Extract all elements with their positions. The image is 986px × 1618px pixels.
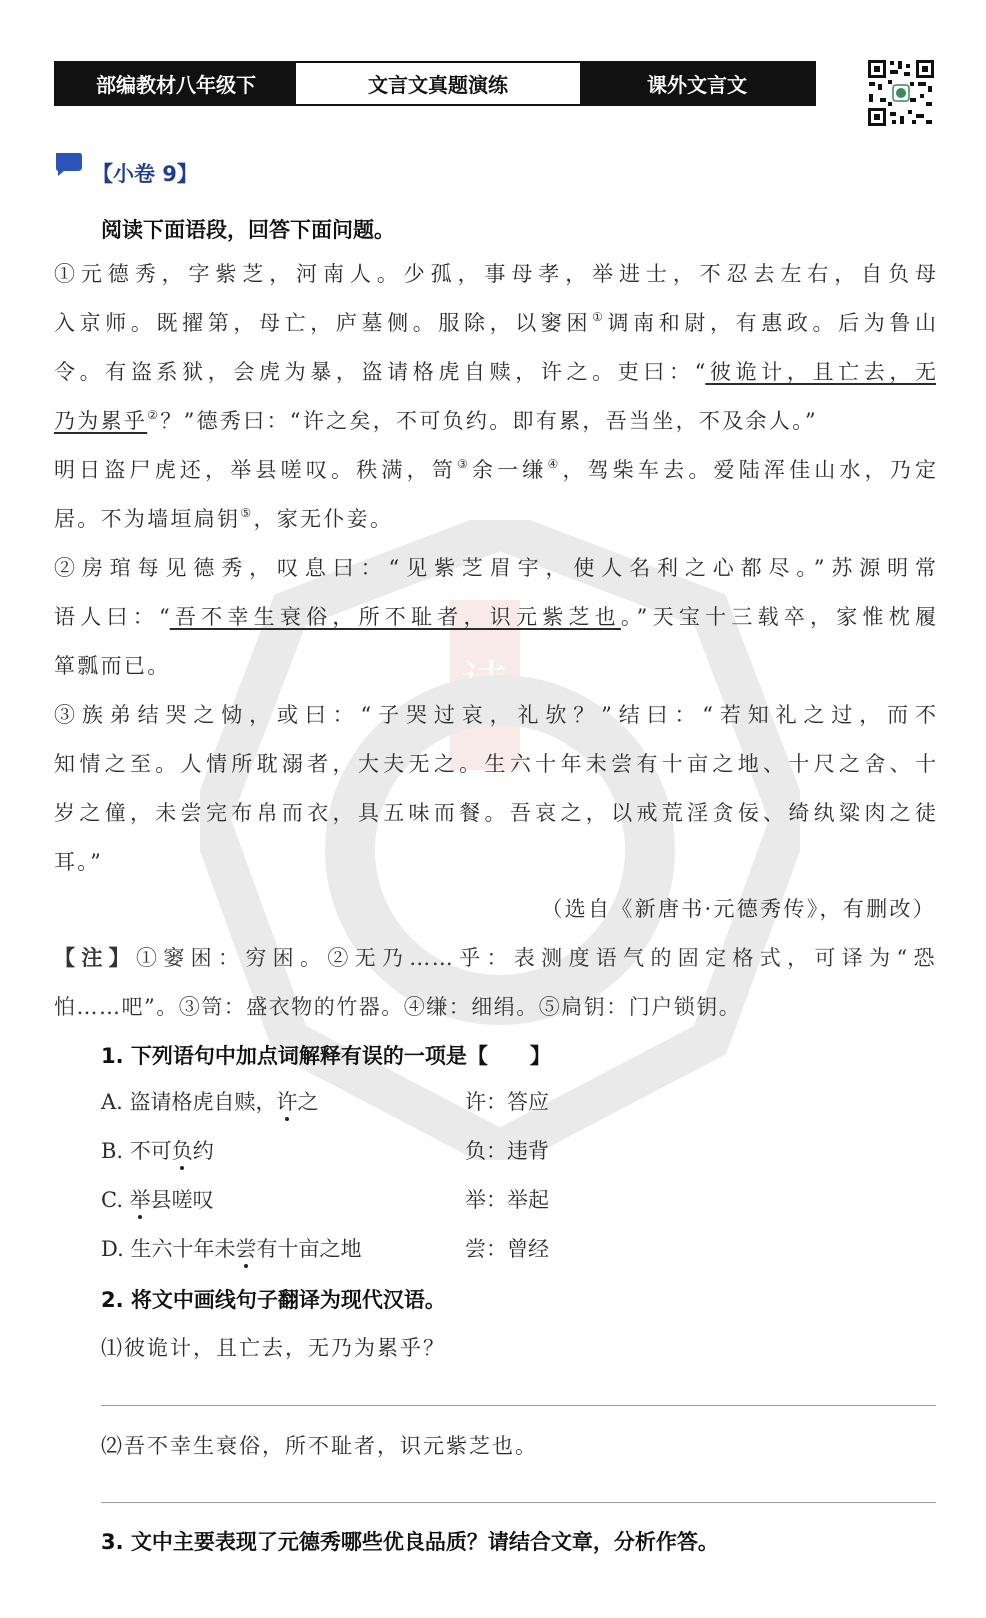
passage-line: 箪瓢而已。	[54, 654, 171, 678]
option-d-explanation: 尝：曾经	[465, 1237, 549, 1261]
underlined-sentence-1b: 乃为累乎	[54, 409, 148, 433]
footnote-marker: ④	[547, 457, 563, 471]
section-label: 【小卷 9】	[92, 162, 198, 186]
passage-line: ②房琯每见德秀，叹息曰：“见紫芝眉宇，使人名利之心都尽。”苏源明常	[54, 556, 936, 580]
underlined-sentence-1a: 彼诡计，且亡去，无	[705, 360, 937, 384]
option-b[interactable]: B. 不可负约	[101, 1139, 214, 1163]
passage-line: 岁之僮，未尝完布帛而衣，具五味而餐。吾哀之，以戒荒淫贪佞、绮纨粱肉之徒	[54, 801, 936, 825]
passage-line: 居。不为墙垣扃钥⑤，家无仆妾。	[54, 506, 394, 531]
header-category: 课外文言文	[580, 63, 814, 104]
passage-line: ①元德秀，字紫芝，河南人。少孤，事母孝，举进士，不忍去左右，自负母	[54, 262, 936, 286]
underlined-sentence-2: 吾不幸生衰俗，所不耻者，识元紫芝也	[169, 605, 621, 629]
option-c[interactable]: C. 举县嗟叹	[101, 1188, 214, 1212]
passage-line: 耳。”	[54, 850, 104, 874]
dotted-word: 举	[129, 1188, 151, 1212]
qr-code-icon[interactable]	[866, 58, 936, 128]
passage-line: 令。有盗系狱，会虎为暴，盗请格虎自赎，许之。吏曰：“彼诡计，且亡去，无	[54, 360, 937, 384]
translation-sentence-1: ⑴彼诡计，且亡去，无乃为累乎？	[101, 1336, 446, 1360]
dotted-word: 负	[171, 1139, 193, 1163]
header-bar	[54, 61, 816, 106]
option-b-explanation: 负：违背	[465, 1139, 549, 1163]
instruction: 阅读下面语段，回答下面问题。	[101, 218, 395, 242]
passage-line: 知情之至。人情所耽溺者，大夫无之。生六十年未尝有十亩之地、十尺之舍、十	[54, 752, 936, 776]
passage-source: （选自《新唐书·元德秀传》，有删改）	[541, 897, 936, 921]
notes-line: 怕……吧”。③笥：盛衣物的竹器。④缣：细绢。⑤扃钥：门户锁钥。	[54, 995, 742, 1019]
section-bookmark-icon	[54, 151, 84, 177]
notes-label: 【注】	[54, 946, 136, 970]
passage-line: 乃为累乎②？”德秀曰：“许之矣，不可负约。即有累，吾当坐，不及余人。”	[54, 408, 818, 433]
question-3: 3. 文中主要表现了元德秀哪些优良品质？请结合文章，分析作答。	[101, 1530, 719, 1554]
option-d[interactable]: D. 生六十年未尝有十亩之地	[101, 1237, 362, 1261]
option-c-explanation: 举：举起	[465, 1188, 549, 1212]
question-1: 1. 下列语句中加点词解释有误的一项是【 】	[101, 1044, 551, 1068]
header-title: 文言文真题演练	[296, 63, 580, 104]
answer-line[interactable]	[101, 1502, 936, 1503]
question-2: 2. 将文中画线句子翻译为现代汉语。	[101, 1288, 446, 1312]
footnote-marker: ①	[592, 310, 608, 324]
answer-line[interactable]	[101, 1405, 936, 1406]
passage-line: 语人曰：“吾不幸生衰俗，所不耻者，识元紫芝也。”天宝十三载卒，家惟枕履	[54, 605, 936, 629]
notes-line: 【注】①窭困：穷困。②无乃……乎：表测度语气的固定格式，可译为“恐	[54, 946, 937, 970]
header-grade: 部编教材八年级下	[56, 63, 296, 104]
footnote-marker: ⑤	[240, 506, 254, 520]
passage-line: ③族弟结哭之恸，或曰：“子哭过哀，礼欤？”结曰：“若知礼之过，而不	[54, 703, 936, 727]
dotted-word: 尝	[235, 1237, 257, 1261]
dotted-word: 许	[276, 1090, 298, 1114]
option-a-explanation: 许：答应	[465, 1090, 549, 1114]
watermark-seal-text: 诗	[460, 656, 510, 712]
footnote-marker: ②	[147, 408, 161, 422]
translation-sentence-2: ⑵吾不幸生衰俗，所不耻者，识元紫芝也。	[101, 1434, 538, 1458]
passage-line: 明日盗尸虎还，举县嗟叹。秩满，笥③余一缣④，驾柴车去。爱陆浑佳山水，乃定	[54, 457, 937, 482]
option-a[interactable]: A. 盗请格虎自赎，许之	[101, 1090, 319, 1114]
passage-line: 入京师。既擢第，母亡，庐墓侧。服除，以窭困①调南和尉，有惠政。后为鲁山	[54, 310, 937, 335]
footnote-marker: ③	[456, 457, 472, 471]
